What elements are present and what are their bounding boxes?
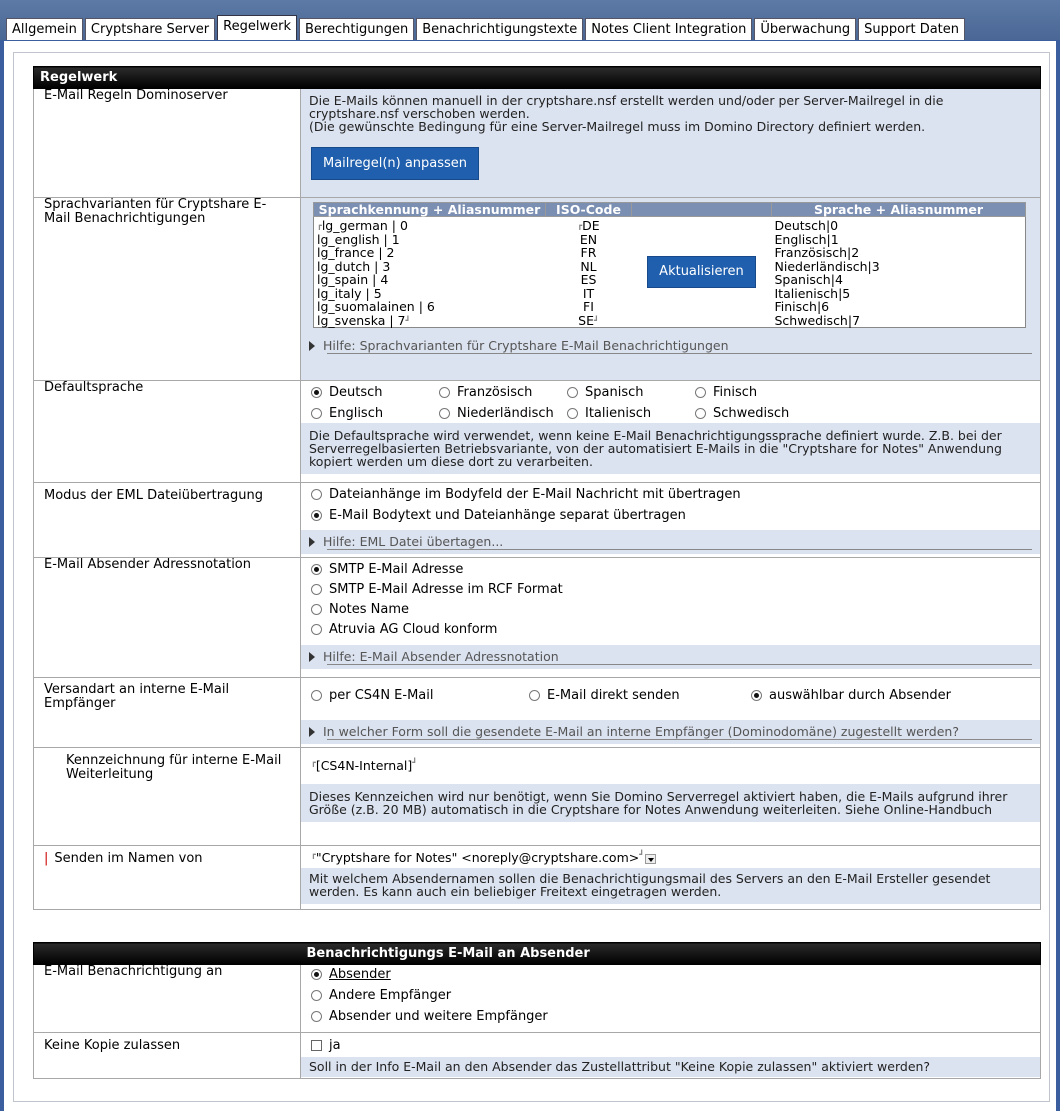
eml-mode-cell [301, 483, 1041, 558]
radio-finisch-label: Finisch [713, 385, 758, 400]
checkbox-icon [311, 1040, 322, 1051]
section-title-notify: Benachrichtigungs E-Mail an Absender [301, 943, 1041, 965]
notify-header-left [34, 943, 301, 965]
lang-id-3: lg_dutch | 3 [317, 258, 391, 274]
send-on-behalf-description: Mit welchem Absendernamen sollen die Benachrichtigungsmail des Servers an den E-Mail Ersteller gesendet werden. Es kann auch ein beliebiger Freitext eingetragen werden. [301, 868, 1040, 904]
send-on-behalf-value: "Cryptshare for Notes" <noreply@cryptshare.com> [315, 850, 640, 865]
lang-id-4: lg_spain | 4 [317, 272, 389, 287]
expand-triangle-icon [309, 341, 315, 351]
radio-smtp-label: SMTP E-Mail Adresse [329, 562, 464, 577]
radio-icon [439, 408, 450, 419]
radio-deutsch[interactable] [311, 385, 383, 400]
radio-franzoesisch-label: Französisch [457, 385, 533, 400]
default-language-description: Die Defaultsprache wird verwendet, wenn keine E-Mail Benachrichtigungssprache definiert wurde. Z.B. bei der Serverregelbasierten Betriebsvariante, von der automatisiert E-Mails in die "Cryptshare for Notes" Anwendung kopiert werden um diese dort zu verarbeiten. [301, 423, 1040, 474]
radio-selected-icon [311, 564, 322, 575]
language-id-list[interactable]: ┏lg_german | 0 lg_english | 1 lg_france | 2 lg_dutch | 3 lg_spain | 4 lg_italy | 5 lg_suomalainen | 6 lg_svenska | 7┛ [314, 217, 546, 328]
radio-notes-name-label: Notes Name [329, 602, 410, 617]
lang-name-6: Finisch|6 [774, 299, 830, 314]
expand-triangle-icon [309, 727, 315, 737]
radio-icon [695, 387, 706, 398]
iso-3: NL [580, 258, 597, 274]
radio-deutsch-label: Deutsch [329, 385, 383, 400]
help-internal-delivery[interactable] [301, 720, 1040, 744]
send-on-behalf-cell [301, 846, 1041, 910]
radio-atruvia-label: Atruvia AG Cloud konform [329, 622, 498, 637]
radio-schwedisch-label: Schwedisch [713, 406, 790, 421]
radio-cs4n-mail[interactable] [311, 688, 434, 703]
tab-berechtigungen[interactable]: Berechtigungen [299, 18, 414, 40]
radio-sender-choice[interactable] [751, 688, 951, 703]
radio-sender-choice-label: auswählbar durch Absender [769, 688, 951, 703]
col-language-name: Sprache + Aliasnummer [772, 203, 1026, 217]
radio-direct-send-label: E-Mail direkt senden [547, 688, 680, 703]
lang-name-1: Englisch|1 [774, 231, 839, 247]
radio-cs4n-mail-label: per CS4N E-Mail [329, 688, 434, 703]
label-no-copy: Keine Kopie zulassen [34, 1033, 301, 1079]
radio-icon [311, 1011, 322, 1022]
tab-ueberwachung[interactable]: Überwachung [754, 18, 856, 40]
help-eml-text: Hilfe: EML Datei übertagen... [323, 534, 504, 549]
mail-rules-cell [301, 89, 1041, 198]
label-mail-rules: E-Mail Regeln Dominoserver [34, 89, 301, 198]
content-panel [13, 52, 1050, 1102]
send-on-behalf-field[interactable]: ┏"Cryptshare for Notes" <noreply@cryptshare.com>┛ [301, 846, 1040, 868]
radio-icon [439, 387, 450, 398]
radio-selected-icon [311, 510, 322, 521]
label-internal-marker: Kennzeichnung für interne E-Mail Weiterleitung [34, 748, 301, 846]
required-marker: | [44, 851, 49, 866]
radio-eml-separate-label: E-Mail Bodytext und Dateianhänge separat übertragen [329, 508, 686, 523]
tab-regelwerk[interactable]: Regelwerk [217, 15, 297, 40]
mail-rules-desc-text-2: (Die gewünschte Bedingung für eine Server-Mailregel muss im Domino Directory definiert werden. [309, 119, 926, 134]
radio-finisch[interactable] [695, 385, 757, 400]
iso-0: DE [582, 218, 600, 233]
radio-direct-send[interactable] [529, 688, 680, 703]
radio-absender[interactable] [311, 967, 391, 982]
lang-id-7: lg_svenska | 7 [317, 312, 406, 328]
radio-icon [311, 408, 322, 419]
update-cell [632, 217, 772, 328]
no-copy-cell [301, 1033, 1041, 1079]
radio-italienisch-label: Italienisch [585, 406, 652, 421]
tab-cryptshare-server[interactable]: Cryptshare Server [85, 18, 215, 40]
notify-target-cell [301, 965, 1041, 1033]
radio-icon [695, 408, 706, 419]
checkbox-no-copy[interactable] [311, 1038, 341, 1053]
tab-benachrichtigungstexte[interactable]: Benachrichtigungstexte [416, 18, 583, 40]
label-language-variants: Sprachvarianten für Cryptshare E-Mail Benachrichtigungen [34, 198, 301, 381]
tab-bar [6, 16, 967, 40]
radio-italienisch[interactable] [567, 406, 651, 421]
checkbox-no-copy-label: ja [329, 1038, 341, 1053]
iso-5: IT [582, 285, 595, 301]
radio-atruvia[interactable] [311, 622, 497, 637]
help-eml[interactable] [301, 530, 1040, 554]
update-languages-button[interactable]: Aktualisieren [647, 256, 756, 288]
radio-eml-body-label: Dateianhänge im Bodyfeld der E-Mail Nachricht mit übertragen [329, 487, 741, 502]
expand-triangle-icon [309, 537, 315, 547]
radio-smtp-rfc[interactable] [311, 582, 563, 597]
col-iso-code: ISO-Code [546, 203, 632, 217]
lang-name-4: Spanisch|4 [774, 272, 843, 287]
radio-icon [311, 604, 322, 615]
lang-name-2: Französisch|2 [774, 245, 860, 260]
sender-notation-cell [301, 558, 1041, 678]
iso-code-list[interactable]: ┏DE EN FR NL ES IT FI SE┛ [546, 217, 632, 328]
radio-selected-icon [751, 690, 762, 701]
lang-name-5: Italienisch|5 [774, 285, 851, 301]
radio-englisch[interactable] [311, 406, 383, 421]
radio-smtp[interactable] [311, 562, 463, 577]
internal-marker-value: [CS4N-Internal] [315, 758, 413, 773]
language-table [313, 202, 1026, 328]
radio-schwedisch[interactable] [695, 406, 789, 421]
iso-6: FI [583, 299, 594, 314]
radio-niederlaendisch[interactable] [439, 406, 554, 421]
lang-name-7: Schwedisch|7 [774, 312, 861, 328]
radio-icon [567, 387, 578, 398]
help-sender-notation-text: Hilfe: E-Mail Absender Adressnotation [323, 649, 559, 664]
help-language-variants-text: Hilfe: Sprachvarianten für Cryptshare E-Mail Benachrichtigungen [323, 338, 729, 353]
radio-selected-icon [311, 969, 322, 980]
lang-name-0: Deutsch|0 [774, 218, 839, 233]
label-send-on-behalf: Senden im Namen von [54, 851, 203, 866]
language-variants-cell [301, 198, 1041, 381]
internal-marker-description: Dieses Kennzeichen wird nur benötigt, wenn Sie Domino Serverregel aktiviert haben, die E-Mails aufgrund ihrer Größe (z.B. 20 MB) automatisch in die Cryptshare for Notes Anwendung weiterleiten. Siehe Online-Handbuch [301, 784, 1040, 822]
internal-marker-field[interactable]: ┏[CS4N-Internal]┛ [311, 758, 418, 773]
label-internal-delivery: Versandart an interne E-Mail Empfänger [34, 678, 301, 748]
radio-absender-label: Absender [329, 967, 391, 982]
col-language-id: Sprachkennung + Aliasnummer [314, 203, 546, 217]
adjust-mail-rules-button[interactable]: Mailregel(n) anpassen [311, 147, 479, 180]
iso-2: FR [580, 245, 597, 260]
label-notify-target: E-Mail Benachrichtigung an [34, 965, 301, 1033]
radio-eml-body[interactable] [311, 487, 741, 502]
iso-1: EN [579, 231, 598, 247]
label-eml-mode: Modus der EML Dateiübertragung [34, 483, 301, 558]
help-internal-delivery-text: In welcher Form soll die gesendete E-Mail an interne Empfänger (Dominodomäne) zugestellt werden? [323, 724, 959, 739]
radio-englisch-label: Englisch [329, 406, 384, 421]
radio-selected-icon [311, 387, 322, 398]
lang-id-2: lg_france | 2 [317, 245, 395, 260]
iso-7: SE [578, 312, 594, 328]
dropdown-arrow-icon[interactable] [645, 854, 656, 864]
help-language-variants[interactable] [301, 334, 1040, 358]
lang-id-5: lg_italy | 5 [317, 285, 382, 301]
radio-eml-separate[interactable] [311, 508, 686, 523]
radio-icon [311, 990, 322, 1001]
tab-allgemein[interactable]: Allgemein [6, 18, 83, 40]
lang-id-1: lg_english | 1 [317, 231, 400, 247]
tab-support-daten[interactable]: Support Daten [858, 18, 965, 40]
content-frame [0, 40, 1060, 1111]
no-copy-description: Soll in der Info E-Mail an den Absender das Zustellattribut "Keine Kopie zulassen" aktiviert werden? [301, 1057, 1040, 1077]
section-title-regelwerk: Regelwerk [34, 67, 1041, 89]
radio-spanisch[interactable] [567, 385, 643, 400]
radio-other-recipients-label: Andere Empfänger [329, 988, 452, 1003]
radio-icon [311, 584, 322, 595]
radio-notes-name[interactable] [311, 602, 409, 617]
radio-icon [311, 690, 322, 701]
radio-spanisch-label: Spanisch [585, 385, 644, 400]
default-language-cell [301, 381, 1041, 483]
lang-id-6: lg_suomalainen | 6 [317, 299, 435, 314]
label-default-language: Defaultsprache [34, 381, 301, 483]
radio-franzoesisch[interactable] [439, 385, 532, 400]
lang-name-3: Niederländisch|3 [774, 258, 880, 274]
radio-other-recipients[interactable] [311, 988, 451, 1003]
label-send-on-behalf-container [34, 846, 301, 910]
label-sender-notation: E-Mail Absender Adressnotation [34, 558, 301, 678]
internal-delivery-cell [301, 678, 1041, 748]
notify-table [33, 942, 1041, 1079]
col-spacer [632, 203, 772, 217]
radio-niederlaendisch-label: Niederländisch [457, 406, 554, 421]
radio-icon [311, 624, 322, 635]
radio-icon [529, 690, 540, 701]
language-name-list [772, 217, 1026, 328]
radio-icon [311, 489, 322, 500]
radio-smtp-rfc-label: SMTP E-Mail Adresse im RCF Format [329, 582, 563, 597]
tab-notes-client-integration[interactable]: Notes Client Integration [585, 18, 752, 40]
help-sender-notation[interactable] [301, 645, 1040, 669]
regelwerk-table [33, 66, 1041, 910]
radio-sender-and-others[interactable] [311, 1009, 548, 1024]
internal-marker-cell [301, 748, 1041, 846]
radio-icon [567, 408, 578, 419]
mail-rules-description [301, 89, 1040, 137]
lang-id-0: lg_german | 0 [321, 218, 408, 233]
mail-rules-desc-text: Die E-Mails können manuell in der cryptshare.nsf erstellt werden und/oder per Server-Mailregel in die cryptshare.nsf verschoben werden. [309, 93, 944, 121]
expand-triangle-icon [309, 652, 315, 662]
iso-4: ES [580, 272, 597, 287]
radio-sender-and-others-label: Absender und weitere Empfänger [329, 1009, 548, 1024]
